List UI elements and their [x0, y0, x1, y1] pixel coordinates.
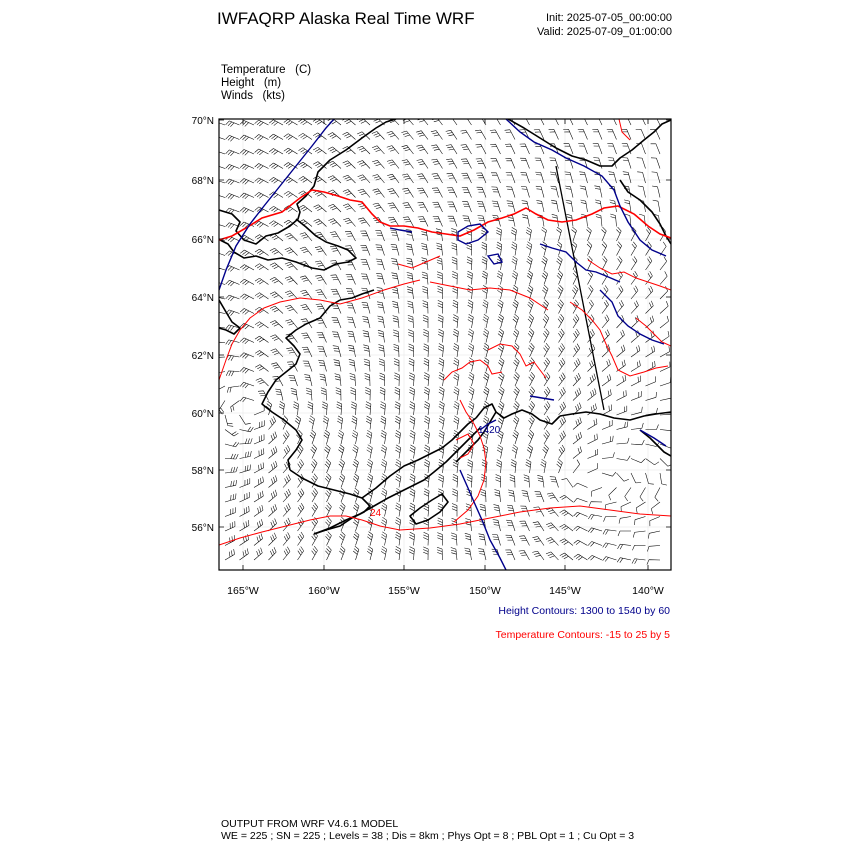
lon-axis: [243, 119, 648, 570]
init-time: Init: 2025-07-05_00:00:00: [546, 12, 672, 24]
field-winds-unit: (kts): [262, 90, 285, 102]
lon-label-165w: 165°W: [227, 585, 259, 597]
graticule: [219, 119, 671, 570]
valid-time: Valid: 2025-07-09_01:00:00: [537, 26, 672, 38]
field-height-unit: (m): [263, 77, 282, 89]
lat-label-62: 62°N: [191, 351, 214, 362]
temperature-contours: [219, 119, 671, 545]
map-frame: [219, 119, 671, 570]
height-legend: Height Contours: 1300 to 1540 by 60: [498, 605, 670, 617]
lon-label-150w: 150°W: [469, 585, 501, 597]
temperature-legend: Temperature Contours: -15 to 25 by 5: [495, 629, 670, 641]
lat-label-66: 66°N: [191, 235, 214, 246]
plot-title: IWFAQRP Alaska Real Time WRF: [217, 9, 475, 28]
lat-label-70: 70°N: [191, 116, 214, 127]
temperature-contour-label: 24: [370, 508, 382, 519]
footer-model: OUTPUT FROM WRF V4.6.1 MODEL: [221, 818, 399, 830]
lon-label-145w: 145°W: [549, 585, 581, 597]
lat-label-60: 60°N: [191, 409, 214, 420]
lon-label-160w: 160°W: [308, 585, 340, 597]
field-temperature-unit: (C): [295, 64, 312, 76]
field-height-name: Height: [221, 77, 255, 89]
field-temperature-name: Temperature: [221, 64, 286, 76]
lon-label-140w: 140°W: [632, 585, 664, 597]
lat-label-58: 58°N: [191, 466, 214, 477]
lon-label-155w: 155°W: [388, 585, 420, 597]
lat-label-64: 64°N: [191, 293, 214, 304]
lat-label-56: 56°N: [191, 523, 214, 534]
lat-label-68: 68°N: [191, 176, 214, 187]
field-winds-name: Winds: [221, 90, 253, 102]
footer-settings: WE = 225 ; SN = 225 ; Levels = 38 ; Dis = 8km ; Phys Opt = 8 ; PBL Opt = 1 ; Cu Opt = 3: [221, 830, 635, 842]
height-contour-label: 1420: [478, 425, 501, 436]
